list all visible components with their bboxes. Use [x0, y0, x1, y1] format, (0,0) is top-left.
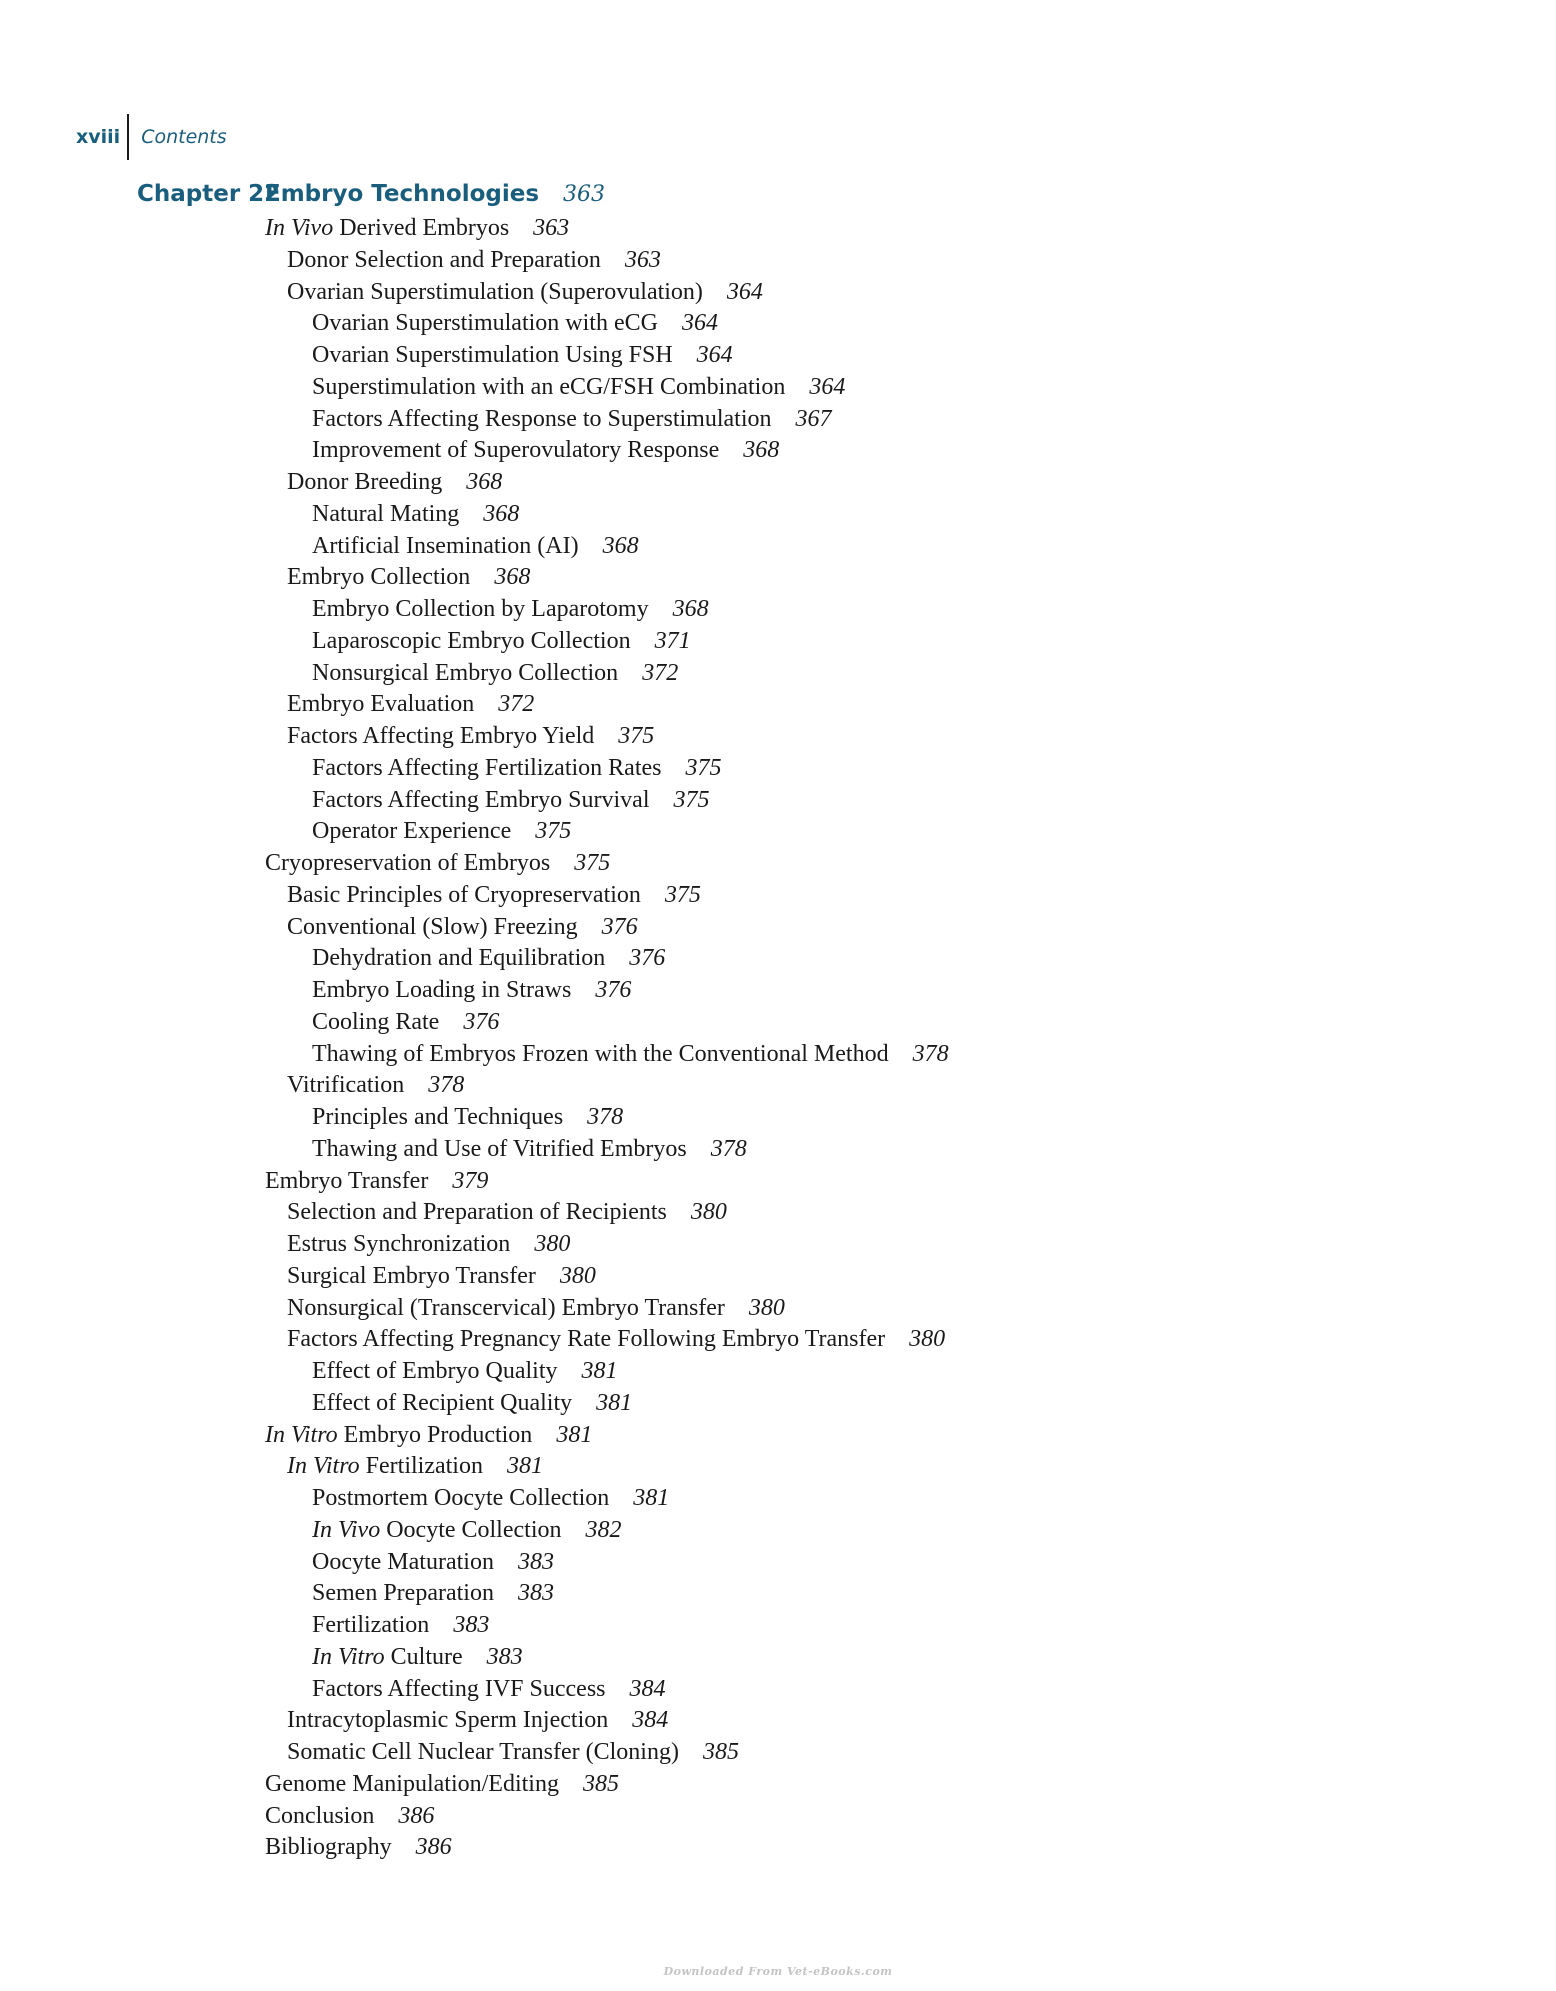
toc-entry-title: Nonsurgical Embryo Collection: [312, 659, 619, 686]
toc-entry-italic-prefix: In Vitro: [287, 1453, 360, 1480]
toc-entry-title: Factors Affecting Fertilization Rates: [312, 754, 662, 781]
chapter-title: Embryo Technologies: [265, 181, 540, 207]
toc-entry: [265, 277, 949, 309]
toc-entry-title: Basic Principles of Cryopreservation: [287, 881, 641, 908]
toc-entry: [265, 562, 949, 594]
toc-entry: [265, 1166, 949, 1198]
toc-entry: [265, 943, 949, 975]
toc-entry: [265, 721, 949, 753]
toc-entry-page-number: 364: [696, 342, 733, 368]
toc-entry: [265, 626, 949, 658]
toc-entry-title: Principles and Techniques: [312, 1104, 564, 1130]
toc-entry-title: Improvement of Superovulatory Response: [312, 437, 720, 464]
toc-entry-title: Nonsurgical (Transcervical) Embryo Transfer: [287, 1294, 725, 1321]
toc-entry-title: Derived Embryos: [333, 215, 510, 241]
toc-entry-title: Thawing and Use of Vitrified Embryos: [312, 1135, 687, 1162]
toc-entry: [265, 975, 949, 1007]
toc-entry-page-number: 384: [629, 1675, 666, 1702]
toc-entry-page-number: 375: [618, 723, 655, 749]
chapter-page-number: 363: [563, 182, 606, 207]
toc-entry-page-number: 380: [909, 1326, 946, 1353]
toc-entry-italic-prefix: In Vitro: [265, 1421, 338, 1448]
toc-entry-title: Conclusion: [265, 1802, 375, 1829]
toc-entry: [265, 1642, 949, 1674]
toc-entry-page-number: 376: [601, 913, 638, 940]
toc-entry: [265, 1737, 949, 1769]
toc-entry-title: Ovarian Superstimulation Using FSH: [312, 342, 673, 368]
toc-entry: [265, 848, 949, 880]
toc-entry-page-number: 384: [632, 1707, 669, 1734]
toc-entry-page-number: 383: [453, 1612, 490, 1638]
chapter-heading: [137, 181, 605, 211]
toc-entry-page-number: 376: [629, 945, 666, 972]
chapter-label: Chapter 22: [137, 181, 281, 207]
toc-entry-title: Thawing of Embryos Frozen with the Conventional Method: [312, 1040, 889, 1067]
toc-entry: [265, 372, 949, 404]
toc-entry-title: Fertilization: [359, 1453, 483, 1480]
toc-entry-page-number: 381: [596, 1389, 633, 1416]
toc-entry-page-number: 385: [582, 1770, 619, 1797]
toc-entry-page-number: 380: [534, 1231, 571, 1257]
toc-entry-page-number: 364: [809, 373, 846, 400]
toc-entry: [265, 1293, 949, 1325]
toc-entry-title: Postmortem Oocyte Collection: [312, 1485, 610, 1511]
toc-entry: [265, 594, 949, 626]
running-header: [76, 114, 227, 160]
toc-entry-title: Artificial Insemination (AI): [312, 532, 579, 559]
toc-entry: [265, 1070, 949, 1102]
toc-entry: [265, 531, 949, 563]
toc-entry-title: Conventional (Slow) Freezing: [287, 913, 578, 940]
toc-entry: [265, 1356, 949, 1388]
toc-entry-title: Factors Affecting Embryo Survival: [312, 786, 650, 813]
page-number: xviii: [76, 126, 121, 148]
header-divider: [127, 114, 129, 160]
toc-entry: [265, 435, 949, 467]
toc-entry-title: Intracytoplasmic Sperm Injection: [287, 1707, 609, 1734]
toc-entry: [265, 1451, 949, 1483]
toc-entry-page-number: 367: [795, 405, 832, 432]
toc-entry-page-number: 375: [574, 850, 611, 876]
toc-entry-title: Oocyte Collection: [380, 1516, 562, 1543]
toc-entry-title: Fertilization: [312, 1612, 430, 1638]
toc-entry-title: Laparoscopic Embryo Collection: [312, 627, 631, 654]
toc-entry-page-number: 378: [587, 1104, 624, 1130]
toc-entry-italic-prefix: In Vivo: [312, 1516, 381, 1543]
toc-entry-page-number: 379: [452, 1167, 489, 1194]
toc-entry-page-number: 386: [398, 1802, 435, 1829]
toc-entry-page-number: 368: [743, 437, 780, 464]
toc-entry: [265, 785, 949, 817]
toc-entry-title: Oocyte Maturation: [312, 1548, 494, 1575]
toc-entry: [265, 1674, 949, 1706]
toc-entry-title: Factors Affecting Pregnancy Rate Following Embryo Transfer: [287, 1326, 886, 1353]
toc-entry-italic-prefix: In Vivo: [265, 215, 334, 241]
toc-entry: [265, 467, 949, 499]
toc-entry-page-number: 381: [581, 1358, 618, 1384]
toc-entry-page-number: 383: [486, 1643, 523, 1670]
toc-entry-page-number: 381: [633, 1485, 670, 1511]
toc-entry: [265, 689, 949, 721]
toc-entry-page-number: 380: [748, 1294, 785, 1321]
toc-entry: [265, 1324, 949, 1356]
toc-entry-title: Semen Preparation: [312, 1580, 494, 1607]
running-title: Contents: [141, 126, 227, 148]
toc-entry-page-number: 375: [685, 754, 722, 781]
toc-entry: [265, 1610, 949, 1642]
toc-entry-italic-prefix: In Vitro: [312, 1643, 385, 1670]
toc-entry-title: Genome Manipulation/Editing: [265, 1770, 559, 1797]
toc-entry: [265, 1134, 949, 1166]
toc-entry-page-number: 364: [681, 310, 718, 337]
toc-entry-title: Selection and Preparation of Recipients: [287, 1199, 667, 1226]
toc-entry-title: Embryo Loading in Straws: [312, 977, 572, 1003]
toc-entry: [265, 499, 949, 531]
toc-entry-title: Embryo Transfer: [265, 1167, 429, 1194]
toc-entry: [265, 1039, 949, 1071]
toc-entry-title: Cooling Rate: [312, 1008, 440, 1035]
toc-entry-page-number: 383: [517, 1548, 554, 1575]
toc-entry-title: Cryopreservation of Embryos: [265, 850, 551, 876]
toc-entry-page-number: 372: [498, 691, 535, 718]
toc-entry-title: Operator Experience: [312, 818, 512, 845]
toc-entry: [265, 1102, 949, 1134]
toc-entry-title: Vitrification: [287, 1072, 405, 1099]
toc-entry-page-number: 385: [702, 1739, 739, 1765]
toc-entry-title: Superstimulation with an eCG/FSH Combination: [312, 373, 786, 400]
toc-entry: [265, 1705, 949, 1737]
toc-entry: [265, 1483, 949, 1515]
toc-entry-page-number: 368: [602, 532, 639, 559]
toc-entry-page-number: 376: [463, 1008, 500, 1035]
toc-entry-page-number: 381: [556, 1421, 593, 1448]
toc-entry-page-number: 375: [535, 818, 572, 845]
toc-entry: [265, 1547, 949, 1579]
toc-entry-title: Embryo Collection by Laparotomy: [312, 596, 649, 622]
toc-entry-title: Embryo Production: [337, 1421, 533, 1448]
toc-entry: [265, 308, 949, 340]
toc-entry: [265, 404, 949, 436]
toc-entry-title: Natural Mating: [312, 500, 460, 527]
toc-entry-page-number: 376: [595, 977, 632, 1003]
toc-entry-title: Factors Affecting Embryo Yield: [287, 723, 595, 749]
toc-entry-page-number: 386: [415, 1834, 452, 1861]
toc-entry-page-number: 382: [585, 1516, 622, 1543]
toc-entry-page-number: 372: [642, 659, 679, 686]
toc-entry-page-number: 371: [654, 627, 691, 654]
toc-entry-page-number: 378: [710, 1135, 747, 1162]
toc-entry-page-number: 378: [912, 1040, 949, 1067]
toc-entry-page-number: 381: [506, 1453, 543, 1480]
toc-entry-title: Ovarian Superstimulation with eCG: [312, 310, 658, 337]
toc-entry-page-number: 375: [673, 786, 710, 813]
toc-entry-page-number: 364: [726, 278, 763, 305]
toc-entry: [265, 753, 949, 785]
toc-entry-title: Donor Breeding: [287, 469, 443, 495]
toc-entry: [265, 1832, 949, 1864]
toc-entry-page-number: 380: [559, 1262, 596, 1289]
toc-entry-page-number: 368: [483, 500, 520, 527]
toc-entry: [265, 213, 949, 245]
toc-entry: [265, 1388, 949, 1420]
toc-entry-page-number: 368: [672, 596, 709, 622]
toc-entry: [265, 880, 949, 912]
toc-entry-page-number: 383: [517, 1580, 554, 1607]
toc-entry: [265, 1197, 949, 1229]
toc-entry-page-number: 368: [466, 469, 503, 495]
toc-entry: [265, 1261, 949, 1293]
toc-entry: [265, 1229, 949, 1261]
toc-entry: [265, 1578, 949, 1610]
toc-entry-title: Factors Affecting Response to Superstimulation: [312, 405, 772, 432]
toc-entry: [265, 1801, 949, 1833]
toc-entry-page-number: 363: [624, 246, 661, 273]
toc-entry-title: Dehydration and Equilibration: [312, 945, 606, 972]
toc-entry-page-number: 375: [664, 881, 701, 908]
toc-entry: [265, 1420, 949, 1452]
toc-entry: [265, 912, 949, 944]
toc-entry-title: Effect of Recipient Quality: [312, 1389, 573, 1416]
toc-entry: [265, 816, 949, 848]
toc-entry-list: [265, 213, 949, 1864]
toc-entry-title: Ovarian Superstimulation (Superovulation): [287, 278, 703, 305]
toc-entry-title: Bibliography: [265, 1834, 392, 1861]
toc-entry-page-number: 368: [494, 564, 531, 591]
toc-entry: [265, 658, 949, 690]
toc-entry: [265, 1515, 949, 1547]
toc-entry-title: Surgical Embryo Transfer: [287, 1262, 536, 1289]
toc-entry-title: Donor Selection and Preparation: [287, 246, 601, 273]
watermark: Downloaded From Vet-eBooks.com: [663, 1965, 893, 1978]
toc-entry-title: Culture: [384, 1643, 463, 1670]
toc-entry: [265, 245, 949, 277]
toc-entry: [265, 340, 949, 372]
toc-entry-page-number: 363: [533, 215, 570, 241]
toc-entry-title: Factors Affecting IVF Success: [312, 1675, 606, 1702]
toc-entry-page-number: 378: [428, 1072, 465, 1099]
toc-entry-title: Embryo Evaluation: [287, 691, 475, 718]
toc-entry: [265, 1007, 949, 1039]
toc-entry-title: Somatic Cell Nuclear Transfer (Cloning): [287, 1739, 679, 1765]
toc-entry-title: Estrus Synchronization: [287, 1231, 511, 1257]
toc-entry-page-number: 380: [690, 1199, 727, 1226]
toc-entry-title: Embryo Collection: [287, 564, 471, 591]
toc-entry-title: Effect of Embryo Quality: [312, 1358, 558, 1384]
toc-entry: [265, 1769, 949, 1801]
